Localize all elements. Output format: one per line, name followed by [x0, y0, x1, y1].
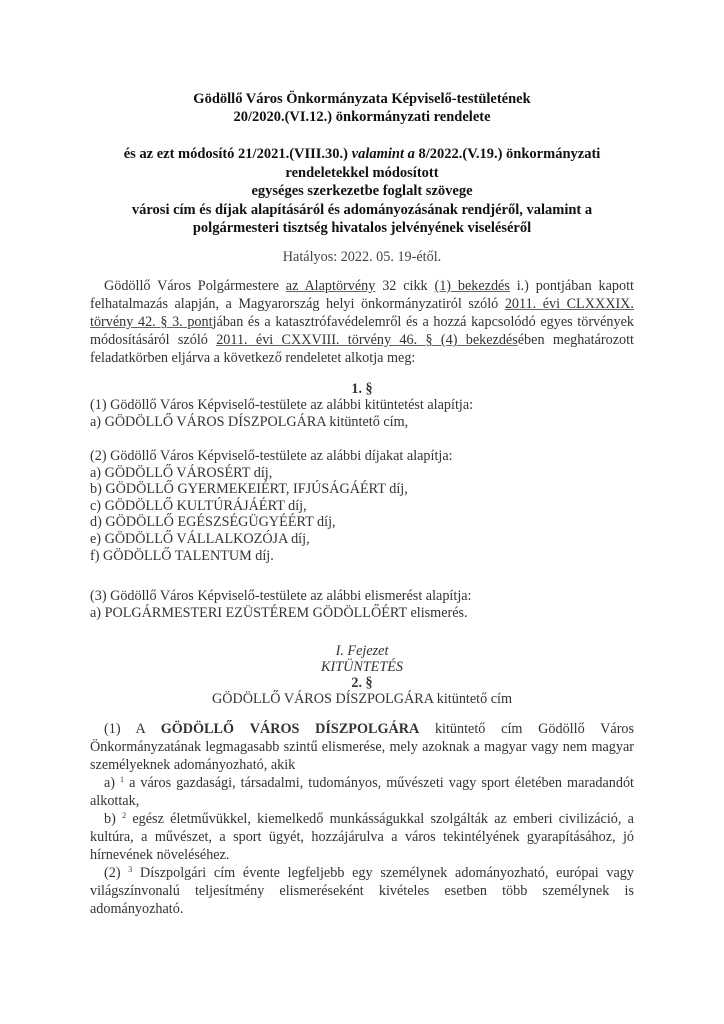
section-2-item-a: a) $^1$ a város gazdasági, társadalmi, tudományos, művészeti vagy sport életében maradandót	[104, 775, 634, 791]
list-item: a) POLGÁRMESTERI EZÜSTÉREM GÖDÖLLŐÉRT elismerés.	[90, 604, 468, 621]
section-1-p2-text: (2) Gödöllő Város Képviselő-testülete az alábbi díjakat alapítja:	[90, 448, 453, 464]
subtitle-line-2: rendeletekkel módosított	[285, 164, 439, 181]
subtitle-line-1: és az ezt módosító 21/2021.(VIII.30.) valamint a 8/2022.(V.19.) önkormányzati	[123, 146, 601, 162]
list-item: d) GÖDÖLLŐ EGÉSZSÉGÜGYÉÉRT díj,	[90, 514, 336, 531]
section-1-paragraph-3	[90, 588, 650, 621]
link-alaptorveny[interactable]: az Alaptörvény	[285, 278, 376, 294]
subtitle-line-4: városi cím és díjak alapításáról és adományozásának rendjéről, valamint a	[131, 201, 593, 218]
list-item: b) GÖDÖLLŐ GYERMEKEIÉRT, IFJÚSÁGÁÉRT díj,	[90, 481, 408, 498]
section-1-heading: 1. §	[351, 381, 373, 397]
chapter-label: I. Fejezet	[335, 643, 389, 659]
section-1-p3-text: (3) Gödöllő Város Képviselő-testülete az alábbi elismerést alapítja:	[90, 588, 472, 604]
section-2-heading: 2. §	[351, 675, 373, 691]
title-line-1: Gödöllő Város Önkormányzata Képviselő-testületének	[193, 91, 531, 107]
chapter-title: KITÜNTETÉS	[321, 659, 403, 675]
section-1-p1-text: (1) Gödöllő Város Képviselő-testülete az alábbi kitüntetést alapítja:	[90, 397, 474, 413]
section-2-title: GÖDÖLLŐ VÁROS DÍSZPOLGÁRA kitüntető cím	[211, 691, 513, 707]
list-item: a) GÖDÖLLŐ VÁROSÉRT díj,	[90, 464, 273, 481]
subtitle-line-5: polgármesteri tisztség hivatalos jelvényének viseléséről	[192, 220, 532, 236]
document-title	[90, 90, 634, 126]
link-2011-cxxviii[interactable]: 2011. évi CXXVIII. törvény 46. § (4) bekezdés	[216, 332, 518, 348]
section-2-item-b: b) $^2$ egész életművükkel, kiemelkedő munkásságukkal szolgálták az emberi civilizáció, a	[104, 811, 634, 827]
section-1-paragraph-1	[90, 397, 650, 430]
link-bekezdes[interactable]: (1) bekezdés	[434, 278, 510, 294]
list-item: a) GÖDÖLLŐ VÁROS DÍSZPOLGÁRA kitüntető cím,	[90, 413, 409, 430]
preamble: Gödöllő Város Polgármestere az Alaptörvény 32 cikk (1) bekezdés i.) pontjában kapott felhatalmazás alapján, a Magyarország helyi önkormányzatiról szóló 2011. évi CLXXXIX. törvény 42. § 3. pontjában és a katasztrófavédelemről és a hozzá kapcsolódó egyes törvények módosításáról szóló 2011. évi CXXVIII. törvény 46. § (4) bekezdésében meghatározott feladatkörben eljárva a következő rendeletet alkotja meg:	[90, 278, 635, 366]
footnote-ref-2[interactable]: 2	[122, 811, 127, 820]
footnote-ref-3[interactable]: 3	[128, 865, 133, 874]
section-2-paragraph-1: (1) A GÖDÖLLŐ VÁROS DÍSZPOLGÁRA kitüntető cím Gödöllő Város Önkormányzatának legmagasabb szintű elismerése, mely azoknak a magyar vagy nem magyar személyeknek adományozható, akik a) $^1$ a város gazdasági, társadalmi, tudományos, művészeti vagy sport életében maradandót alkottak, b) $^2$ egész életművükkel, kiemelkedő munkásságukkal szolgálták az emberi civilizáció, a kultúra, a művészet, a sport ügyét, hozzájárulva a város tekintélyének gyarapításához, jó hírnevének növeléséhez. (2) $^3$ Díszpolgári cím évente legfeljebb egy személynek adományozható, európai vagy világszínvonalú teljesítmény elismeréseként kivételes esetben több személynek is adományozható.	[90, 721, 635, 917]
footnote-ref-1[interactable]: 1	[120, 775, 125, 784]
link-2011-clxxxix[interactable]: 2011. évi CLXXXIX.	[504, 296, 634, 312]
list-item: e) GÖDÖLLŐ VÁLLALKOZÓJA díj,	[90, 530, 310, 547]
list-item: f) GÖDÖLLŐ TALENTUM díj.	[90, 547, 274, 564]
section-1-paragraph-2	[90, 448, 650, 564]
title-line-2: 20/2020.(VI.12.) önkormányzati rendelete	[233, 109, 491, 125]
subtitle-line-3: egységes szerkezetbe foglalt szövege	[251, 183, 473, 199]
document-subtitle	[90, 145, 634, 238]
list-item: c) GÖDÖLLŐ KULTÚRÁJÁÉRT díj,	[90, 497, 307, 514]
section-2-paragraph-2: (2) $^3$ Díszpolgári cím évente legfeljebb egy személynek adományozható, európai vagy	[104, 865, 634, 881]
effective-date: Hatályos: 2022. 05. 19-étől.	[282, 249, 442, 265]
link-torveny-42[interactable]: törvény 42. § 3. pont	[90, 314, 213, 330]
